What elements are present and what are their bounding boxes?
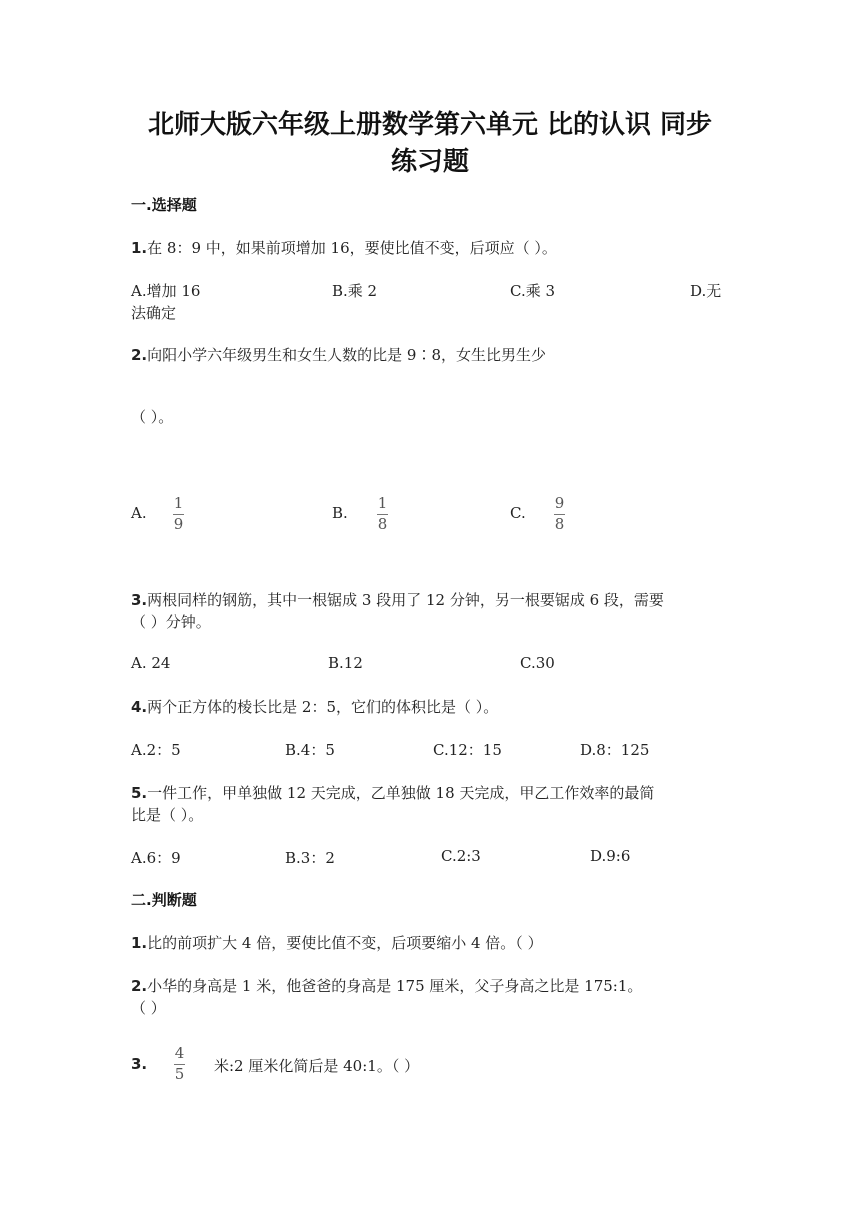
question-3 <box>131 589 664 610</box>
question-number: 4. <box>131 698 148 716</box>
option-b: B.12 <box>328 654 363 672</box>
judgment-2-line2: （ ） <box>131 999 166 1017</box>
question-number: 5. <box>131 784 148 802</box>
judgment-1 <box>131 932 543 953</box>
option-c: C.乘 3 <box>510 282 556 300</box>
fraction-numerator: 1 <box>377 494 388 512</box>
fraction-numerator: 9 <box>554 494 565 512</box>
fraction-numerator: 4 <box>174 1044 185 1062</box>
section-heading-judgment: 二.判断题 <box>131 891 197 909</box>
option-c: C.2:3 <box>441 847 481 865</box>
question-number: 2. <box>131 346 148 364</box>
judgment-3-number: 3. <box>131 1055 148 1073</box>
question-number: 3. <box>131 591 148 609</box>
question-5 <box>131 782 654 803</box>
option-d: D.9:6 <box>590 847 631 865</box>
judgment-3-text: 米:2 厘米化简后是 40:1。（ ） <box>214 1057 420 1075</box>
judgment-2 <box>131 975 642 996</box>
question-text: 向阳小学六年级男生和女生人数的比是 9∶8，女生比男生少 <box>147 346 546 364</box>
option-c: C. <box>510 504 526 522</box>
page-title-line2: 练习题 <box>390 147 469 177</box>
option-a: A.增加 16 <box>131 282 201 300</box>
option-b: B.3：2 <box>285 849 335 867</box>
question-5-line2: 比是（ ）。 <box>131 806 204 824</box>
fraction-denominator: 5 <box>174 1065 185 1083</box>
question-number: 1. <box>131 934 148 952</box>
option-b: B. <box>332 504 348 522</box>
question-3-line2: （ ）分钟。 <box>131 613 211 631</box>
option-c: C.12：15 <box>433 741 502 759</box>
option-a: A. 24 <box>131 654 171 672</box>
option-d: D.8：125 <box>580 741 650 759</box>
option-b: B.4：5 <box>285 741 335 759</box>
question-2 <box>131 344 546 365</box>
question-text: 小华的身高是 1 米，他爸爸的身高是 175 厘米，父子身高之比是 175:1。 <box>147 977 643 995</box>
option-a: A.2：5 <box>131 741 181 759</box>
option-d-wrap: 法确定 <box>131 304 177 322</box>
fraction-denominator: 8 <box>377 515 388 533</box>
option-a: A.6：9 <box>131 849 181 867</box>
question-4 <box>131 696 498 717</box>
page-title: 北师大版六年级上册数学第六单元 比的认识 同步 <box>147 110 713 140</box>
question-2-line2: （ ）。 <box>131 408 174 426</box>
fraction-denominator: 9 <box>173 515 184 533</box>
question-1 <box>131 237 557 258</box>
question-number: 2. <box>131 977 148 995</box>
question-text: 在 8：9 中，如果前项增加 16，要使比值不变，后项应（ ）。 <box>147 239 557 257</box>
option-c: C.30 <box>520 654 555 672</box>
judgment-3-fraction <box>174 1046 185 1082</box>
option-a-fraction <box>173 496 184 532</box>
question-text: 两个正方体的棱长比是 2：5，它们的体积比是（ ）。 <box>147 698 499 716</box>
option-c-fraction <box>554 496 565 532</box>
option-b: B.乘 2 <box>332 282 378 300</box>
fraction-numerator: 1 <box>173 494 184 512</box>
option-a: A. <box>131 504 147 522</box>
question-text: 比的前项扩大 4 倍，要使比值不变，后项要缩小 4 倍。（ ） <box>147 934 543 952</box>
question-text: 一件工作，甲单独做 12 天完成，乙单独做 18 天完成，甲乙工作效率的最简 <box>147 784 655 802</box>
question-number: 1. <box>131 239 148 257</box>
option-d: D.无 <box>690 282 722 300</box>
option-b-fraction <box>377 496 388 532</box>
fraction-denominator: 8 <box>554 515 565 533</box>
section-heading-choice: 一.选择题 <box>131 196 197 214</box>
question-text: 两根同样的钢筋，其中一根锯成 3 段用了 12 分钟，另一根要锯成 6 段，需要 <box>147 591 664 609</box>
